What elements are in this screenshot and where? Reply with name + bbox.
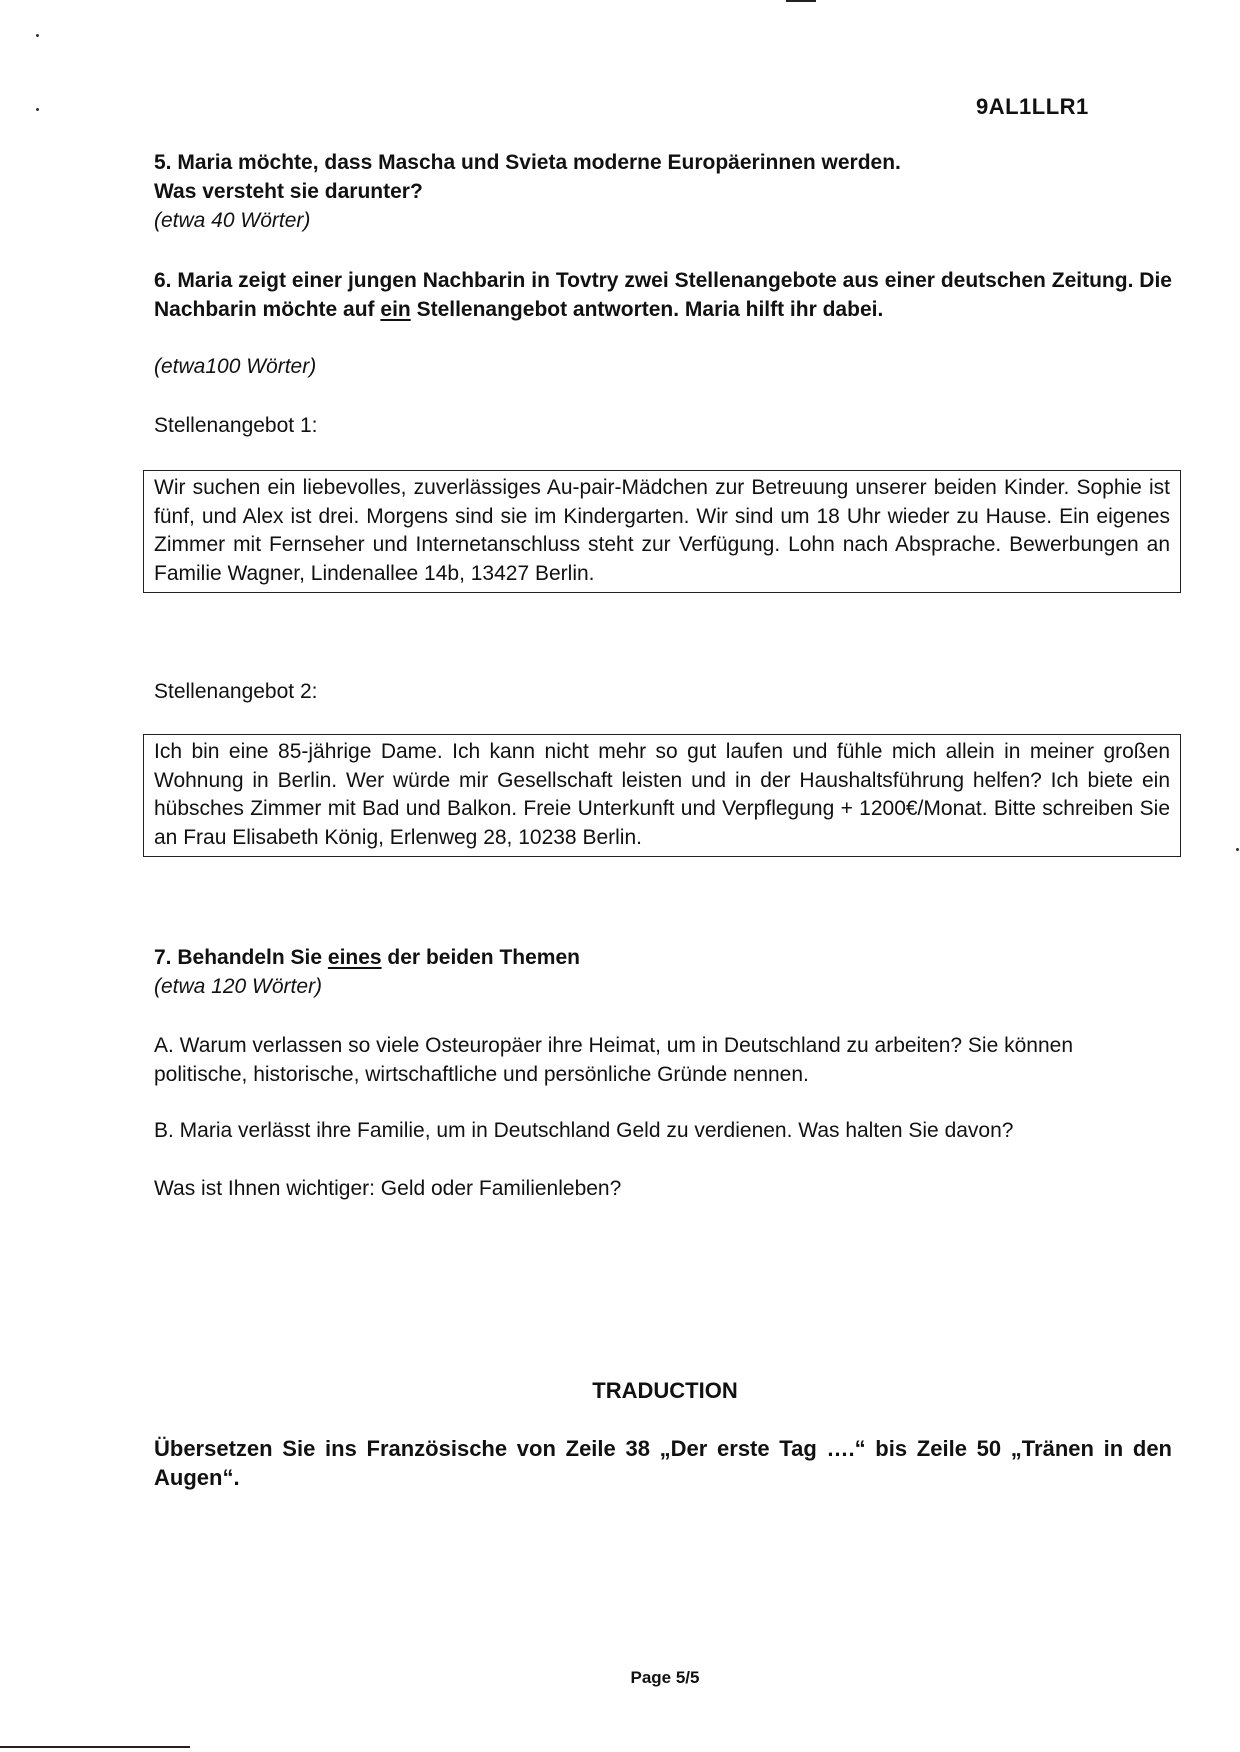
page-number: Page 5/5 [630,1668,700,1687]
translation-title: TRADUCTION [592,1378,738,1403]
bottom-scan-mark [0,1746,190,1748]
question-5-line1: 5. Maria möchte, dass Mascha und Svieta moderne Europäerinnen werden. [154,151,901,174]
scan-speck [36,108,39,111]
topic-b-line2: Was ist Ihnen wichtiger: Geld oder Familienleben? [154,1177,622,1200]
question-6-text-before: 6. Maria zeigt einer jungen Nachbarin in Tovtry zwei Stellenangebote aus einer deutschen Zeitung. Die Nachbarin möchte auf [154,269,1172,321]
question-6-word-count: (etwa100 Wörter) [154,355,317,378]
document-code: 9AL1LLR1 [976,94,1089,119]
topic-b-line1: B. Maria verlässt ihre Familie, um in Deutschland Geld zu verdienen. Was halten Sie davon? [154,1119,1014,1142]
question-7-title-underlined: eines [327,946,382,969]
topic-a: A. Warum verlassen so viele Osteuropäer ihre Heimat, um in Deutschland zu arbeiten? Sie können politische, historische, wirtschaftliche und persönliche Gründe nennen. [154,1034,1074,1086]
question-6-prompt [154,266,1172,324]
offer-1-box: Wir suchen ein liebevolles, zuverlässiges Au-pair-Mädchen zur Betreuung unserer beiden Kinder. Sophie ist fünf, und Alex ist drei. Morgens sind sie im Kindergarten. Wir sind um 18 Uhr wieder zu Hause. Ein eigenes Zimmer mit Fernseher und Internetanschluss steht zur Verfügung. Lohn nach Absprache. Bewerbungen an Familie Wagner, Lindenallee 14b, 13427 Berlin. [143,470,1181,593]
scan-speck [36,34,39,37]
question-7-title [154,943,1172,972]
offer-1-label: Stellenangebot 1: [154,414,318,437]
question-7-title-after: der beiden Themen [381,946,580,969]
question-5-word-count: (etwa 40 Wörter) [154,209,311,232]
offer-2-box: Ich bin eine 85-jährige Dame. Ich kann nicht mehr so gut laufen und fühle mich allein in meiner großen Wohnung in Berlin. Wer würde mir Gesellschaft leisten und in der Haushaltsführung helfen? Ich biete ein hübsches Zimmer mit Bad und Balkon. Freie Unterkunft und Verpflegung + 1200€/Monat. Bitte schreiben Sie an Frau Elisabeth König, Erlenweg 28, 10238 Berlin. [143,734,1181,857]
question-7-title-before: 7. Behandeln Sie [154,946,328,969]
question-5-line2: Was versteht sie darunter? [154,180,423,203]
question-7-word-count: (etwa 120 Wörter) [154,975,323,998]
question-6-underlined: ein [380,298,411,321]
offer-2-label: Stellenangebot 2: [154,680,318,703]
top-scan-mark [786,0,816,2]
question-6-text-after: Stellenangebot antworten. Maria hilft ihr dabei. [410,298,884,321]
translation-instruction: Übersetzen Sie ins Französische von Zeile 38 „Der erste Tag ….“ bis Zeile 50 „Tränen in den Augen“. [154,1436,1172,1490]
scan-speck [1236,848,1239,851]
